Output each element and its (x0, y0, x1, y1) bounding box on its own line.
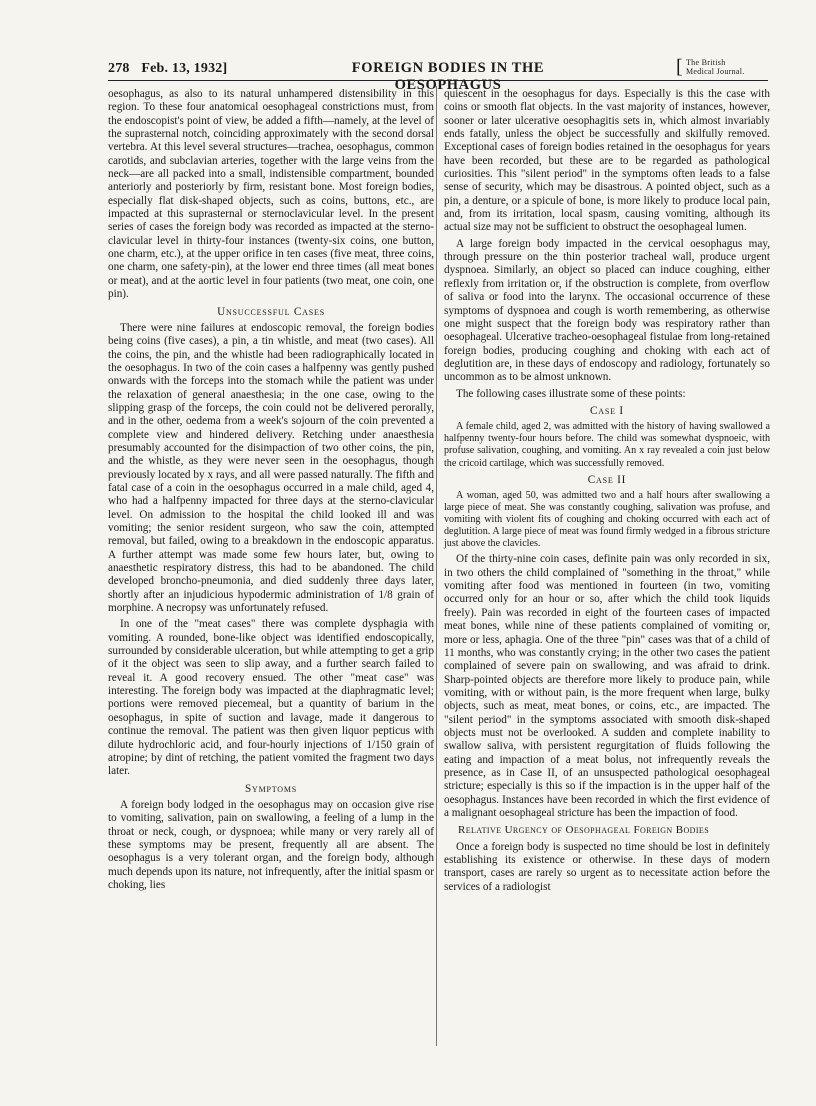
paragraph: In one of the "meat cases" there was complete dysphagia with vomiting. A rounded, bone-like object was identified endoscopically, surrounded by considerable ulceration, but while attempting to get a grip of it the object was seen to slip away, and a further search failed to reveal it. A good recovery ensued. The other "meat case" was interesting. The foreign body was impacted at the diaphragmatic level; portions were removed piecemeal, but a quantity of barium in the oesophagus, in spite of suction and lavage, made it dangerous to continue the removal. The patient was then given liquor pepticus with dilute hydrochloric acid, and four-hourly injections of 1/150 grain of atropine; by dint of retching, the patient vomited the fragment two days later. (108, 618, 434, 778)
paragraph: oesophagus, as also to its natural unhampered distensibility in this region. To these four anatomical oesophageal constrictions must, from the endoscopist's point of view, be added a fifth—namely, at the level of the suprasternal notch, coinciding approximately with the second dorsal vertebra. At this level several structures—trachea, oesophagus, common carotids, and subclavian arteries, together with the large veins from the neck—are all packed into a small, indistensible compartment, bounded anteriorly and posteriorly by firm, resistant bone. Most foreign bodies, especially flat disk-shaped objects, such as coins, buttons, etc., are impacted at this suprasternal or sternoclavicular level. In the present series of cases the foreign body was recorded as impacted at the sterno-clavicular level in thirty-four instances (twenty-six coins, one button, one charm, etc.), at the upper orifice in ten cases (five meat, three coins, one charm, one safety-pin), at the lower end three times (all meat bones or meat), and at the aortic level in four patients (two meat, one coin, one pin). (108, 88, 434, 301)
paragraph: Of the thirty-nine coin cases, definite pain was only recorded in six, in two others the child complained of "something in the throat," while vomiting after food was mentioned in fourteen (in two, vomiting occurred only for an hour or so, after which the child took liquids freely). Pain was recorded in eight of the fourteen cases of impacted meat bones, while nine of these patients complained of vomiting or, more or less, aphagia. One of the three "pin" cases was that of a child of 11 months, who was constantly crying; in the other two cases the patient complained of severe pain on swallowing, and was afraid to drink. Sharp-pointed objects are therefore more likely to produce pain, while vomiting, with or without pain, is the more frequent when large, bulky objects, such as meat, meat bones, or coins, etc., are impacted. The "silent period" in the symptoms associated with smooth disk-shaped objects must not be overlooked. A sudden and complete inability to swallow saliva, with persistent regurgitation of fluids following the eating and impaction of a meat bolus, not infrequently reveals the presence, as in Case II, of an unsuspected pathological oesophageal stricture; especially is this so if the impaction is in the upper half of the oesophagus. Instances have been recorded in which the first evidence of a malignant oesophageal stricture has been the impaction of food. (444, 553, 770, 819)
case-heading-1: Case I (590, 404, 624, 417)
paragraph: A large foreign body impacted in the cervical oesophagus may, through pressure on the thin posterior tracheal wall, produce urgent dyspnoea. Similarly, an object so placed can induce coughing, either reflexly from irritation or, if the obstruction is complete, from overflow of saliva or food into the larynx. The occasional occurrence of these symptoms of dyspnoea and cough is worth remembering, as otherwise one might suspect that the foreign body was respiratory rather than oesophageal. Ulcerative tracheo-oesophageal fistulae from long-retained foreign bodies, producing coughing and choking with each act of deglutition are, in these days of endoscopy and radiology, fortunately so uncommon as to be almost unknown. (444, 237, 770, 384)
journal-name-line1: The British (686, 58, 726, 67)
section-heading-unsuccessful-cases: Unsuccessful Cases (217, 305, 325, 318)
section-heading-symptoms: Symptoms (244, 782, 298, 795)
paragraph: quiescent in the oesophagus for days. Especially is this the case with coins or smooth flat objects. In the vast majority of instances, however, sooner or later ulcerative oesophagitis sets in, which almost invariably ends fatally, unless the object be successfully and skilfully removed. Exceptional cases of foreign bodies retained in the oesophagus for years have been recorded, but these are to be regarded as pathological curiosities. This "silent period" in the symptoms often leads to a false sense of security, which may be disastrous. A pointed object, such as a pin, a denture, or a spicule of bone, is more likely to produce local pain, and, from its irritation, local spasm, causing vomiting, although its actual size may not be sufficient to obstruct the oesophageal lumen. (444, 88, 770, 234)
case-report: A female child, aged 2, was admitted with the history of having swallowed a halfpenny twenty-four hours before. The child was somewhat dyspnoeic, with profuse salivation, coughing, and vomiting. An x ray revealed a coin just below the cricoid cartilage, which was successfully removed. (444, 421, 770, 469)
paragraph: Once a foreign body is suspected no time should be lost in definitely establishing its existence or otherwise. In these days of modern transport, cases are rarely so urgent as to necessitate action before the services of a radiologist (444, 840, 770, 893)
case-report: A woman, aged 50, was admitted two and a half hours after swallowing a large piece of meat. She was constantly coughing, salivation was profuse, and vomiting with violent fits of coughing and choking occurred with each act of deglutition. A large piece of meat was found firmly wedged in a fibrous stricture just above the clavicles. (444, 489, 770, 550)
right-column (444, 88, 770, 897)
case-heading-2: Case II (587, 473, 627, 486)
left-column (108, 88, 434, 895)
paragraph: A foreign body lodged in the oesophagus may on occasion give rise to vomiting, salivation, pain on swallowing, a feeling of a lump in the throat or neck, cough, or dyspnoea; while many or very rarely all of these symptoms may be present, frequently all are absent. The oesophagus is a very tolerant organ, and the foreign body, although much depends upon its nature, not infrequently, after the initial spasm or choking, lies (108, 798, 434, 891)
column-divider (436, 86, 437, 1046)
issue-date: Feb. 13, 1932] (141, 61, 228, 76)
paragraph: There were nine failures at endoscopic removal, the foreign bodies being coins (five cases), a pin, a tin whistle, and meat (two cases). All the coins, the pin, and the whistle had been radiographically located in the oesophagus. In two of the coin cases a halfpenny was gently pushed onwards with the forceps into the stomach while the patient was under the relaxation of general anaesthesia; in the one case, owing to the slipping grasp of the forceps, the coin could not be delivered perorally, and in the other, oedema from a week's sojourn of the coin prevented a complete view and hindered delivery. Retching under anaesthesia presumably accounted for the disimpaction of two other coins, the pin, and the whistle, as they were never seen in the oesophagus, though previously located by x rays, and all were passed naturally. The fifth and fatal case of a coin in the oesophagus occurred in a male child, aged 4, who had a halfpenny impacted for three days at the sterno-clavicular level. On admission to the hospital the child looked ill and was vomiting; the senior resident surgeon, who saw the coin, attempted removal, but failed, owing to a breakdown in the endoscopic apparatus. A further attempt was made some few hours later, but, owing to anaesthetic respiratory distress, this had to be abandoned. The child developed broncho-pneumonia, and died suddenly three days later, shortly after an injudicious hypodermic administration of 1/8 grain of morphine. A necropsy was unfortunately refused. (108, 321, 434, 615)
header-rule (108, 80, 768, 81)
section-heading-relative-urgency: Relative Urgency of Oesophageal Foreign Bodies (458, 824, 710, 837)
journal-name-line2: Medical Journal. (686, 67, 745, 76)
page-header-left (108, 61, 227, 77)
page-number: 278 (108, 61, 130, 76)
running-title: FOREIGN BODIES IN THE OESOPHAGUS (351, 60, 545, 93)
paragraph: The following cases illustrate some of these points: (456, 387, 686, 400)
journal-name (676, 58, 768, 76)
brace-glyph: [ (676, 56, 683, 78)
page-header (108, 56, 768, 93)
